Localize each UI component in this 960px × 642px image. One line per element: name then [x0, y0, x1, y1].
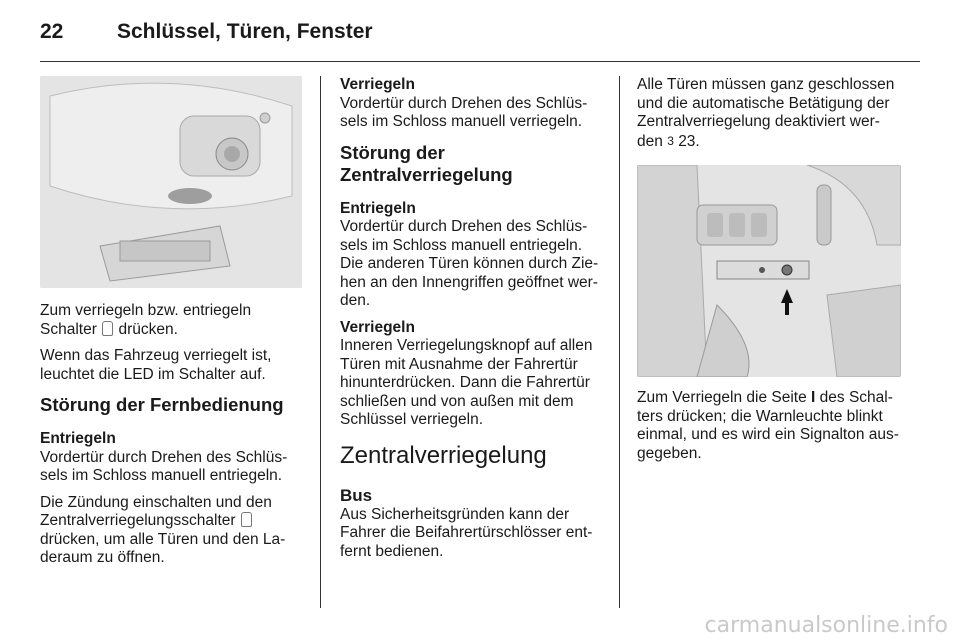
subheading-lock-2: Verriegeln [340, 318, 415, 336]
lock-text-2: Inneren Verriegelungsknopf auf allen Türen mit Ausnahme der Fahrertür hinunterdrücken. Dann die Fahrertür schließen und von außen mit dem Schlüssel verriegeln. [340, 337, 593, 428]
heading-central-locking: Zentralverriegelung [340, 441, 547, 469]
unlock-text-2: Vordertür durch Drehen des Schlüs-sels im Schloss manuell entriegeln. Die anderen Türen können durch Zie-hen an den Innengriffen geöffnet wer-den. [340, 218, 599, 309]
subheading-unlock: Entriegeln [40, 430, 116, 447]
caption-switch: Zum verriegeln bzw. entriegeln Schalter drücken. [40, 302, 252, 338]
column-1 [40, 76, 302, 576]
subheading-lock: Verriegeln [340, 76, 415, 93]
header-divider [40, 61, 920, 62]
page-title: Schlüssel, Türen, Fenster [117, 20, 373, 43]
led-text: Wenn das Fahrzeug verriegelt ist, leuchtet die LED im Schalter auf. [40, 347, 272, 383]
lock-text: Vordertür durch Drehen des Schlüs-sels im Schloss manuell verriegeln. [340, 94, 588, 130]
lock-switch-icon [241, 512, 252, 527]
heading-bus: Bus [340, 485, 373, 505]
lock-caption: Zum Verriegeln die Seite I des Schal-ters drücken; die Warnleuchte blinkt einmal, und es wird ein Signalton aus-gegeben. [637, 389, 899, 462]
heading-central-lock-fault: Störung der Zentralverriegelung [340, 141, 513, 185]
interior-light-illustration [40, 76, 302, 288]
column-divider-1 [320, 76, 321, 608]
dashboard-switch-illustration [637, 165, 901, 377]
heading-remote-fault: Störung der Fernbedienung [40, 394, 284, 415]
column-3 [637, 76, 902, 471]
column-divider-2 [619, 76, 620, 608]
watermark: carmanualsonline.info [704, 613, 948, 638]
lock-switch-icon [102, 321, 113, 336]
reference-arrow-icon: 3 [667, 133, 674, 148]
bus-text: Aus Sicherheitsgründen kann der Fahrer die Beifahrertürschlösser ent-fernt bedienen. [340, 505, 593, 560]
doors-text: Alle Türen müssen ganz geschlossen und die automatische Betätigung der Zentralverriegelung deaktiviert wer-den 3 23. [637, 76, 895, 150]
subheading-unlock-2: Entriegeln [340, 199, 416, 217]
ignition-text: Die Zündung einschalten und den Zentralverriegelungsschalter drücken, um alle Türen und den La-deraum zu öffnen. [40, 493, 286, 566]
column-2 [340, 76, 606, 569]
page-number: 22 [40, 20, 64, 43]
unlock-text: Vordertür durch Drehen des Schlüs-sels im Schloss manuell entriegeln. [40, 448, 288, 484]
